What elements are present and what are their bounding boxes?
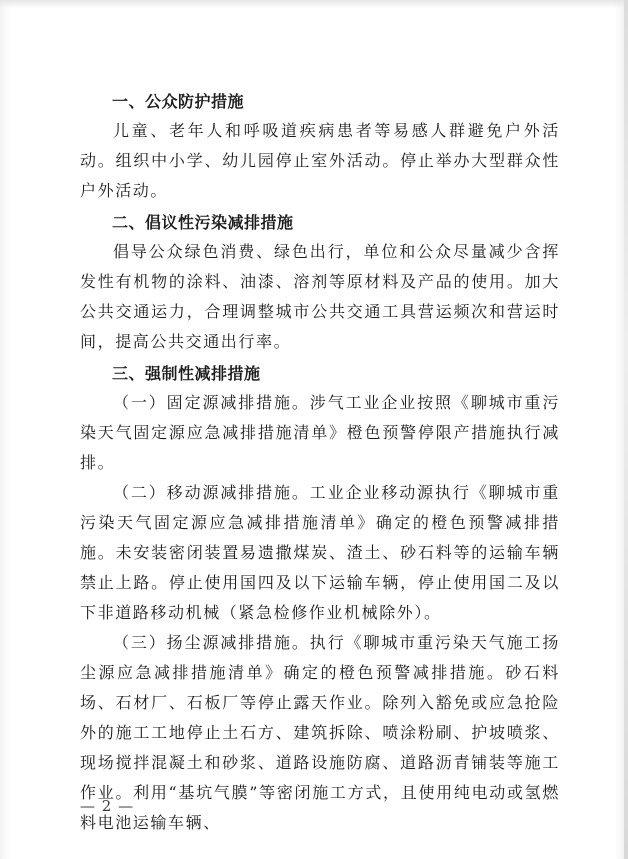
paragraph-mobile-source: （二）移动源减排措施。工业企业移动源执行《聊城市重污染天气固定源应急减排措施清单》确定的橙色预警减排措施。未安装密闭装置易遗撒煤炭、渣土、砂石料等的运输车辆禁止上路。停止使用国四及以下运输车辆，停止使用国二及以下非道路移动机械（紧急检修作业机械除外）。: [80, 483, 560, 622]
paragraph-fixed-source: （一）固定源减排措施。涉气工业企业按照《聊城市重污染天气固定源应急减排措施清单》橙色预警停限产措施执行减排。: [80, 393, 560, 472]
scan-edge: [624, 0, 628, 859]
paragraph-voluntary-reduction: 倡导公众绿色消费、绿色出行，单位和公众尽量减少含挥发性有机物的涂料、油漆、溶剂等原材料及产品的使用。加大公共交通运力，合理调整城市公共交通工具营运频次和营运时间，提高公共交通出行率。: [80, 242, 560, 351]
section-heading-public-protection: 一、公众防护措施: [112, 92, 245, 111]
section-heading-voluntary-reduction: 二、倡议性污染减排措施: [112, 213, 294, 232]
document-body: [80, 87, 560, 838]
paragraph-dust-source: （三）扬尘源减排措施。执行《聊城市重污染天气施工扬尘源应急减排措施清单》确定的橙色预警减排措施。砂石料场、石材厂、石板厂等停止露天作业。除列入豁免或应急抢险外的施工工地停止土石方、建筑拆除、喷涂粉刷、护坡喷浆、现场搅拌混凝土和砂浆、道路设施防腐、道路沥青铺装等施工作业。利用“基坑气膜”等密闭施工方式，且使用纯电动或氢燃料电池运输车辆、: [80, 633, 560, 832]
section-heading-mandatory-reduction: 三、强制性减排措施: [112, 364, 261, 383]
scan-top-shadow: [0, 0, 628, 8]
paragraph-public-protection: 儿童、老年人和呼吸道疾病患者等易感人群避免户外活动。组织中小学、幼儿园停止室外活动。停止举办大型群众性户外活动。: [80, 121, 560, 200]
page-number: — 2 —: [80, 797, 135, 815]
